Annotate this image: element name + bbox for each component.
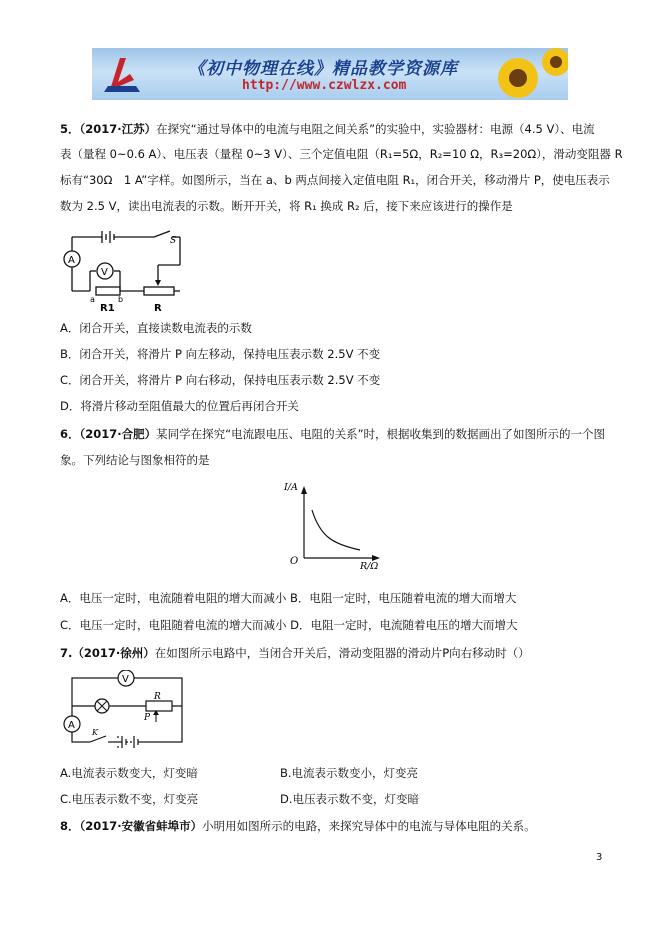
banner-title: 《初中物理在线》精品教学资源库	[188, 59, 458, 79]
q7-ammeter-label: A	[68, 720, 75, 731]
q7-line-1	[60, 645, 530, 661]
q5-option-a[interactable]: A．闭合开关，直接读数电流表的示数	[60, 321, 252, 335]
banner-url[interactable]: http://www.czwlzx.com	[242, 78, 407, 93]
q7-source: （2017·徐州）	[72, 646, 155, 660]
q6-line-1	[60, 426, 605, 442]
q7-number: 7.	[60, 646, 73, 660]
sunflower-icon	[478, 48, 568, 100]
q7-text-1: 在如图所示电路中，当闭合开关后，滑动变阻器的滑动片P向右移动时（）	[154, 646, 530, 660]
q8-text-1: 小明用如图所示的电路，来探究导体中的电流与导体电阻的关系。	[202, 819, 536, 833]
q5-line-4: 数为 2.5 V，读出电流表的示数。断开开关，将 R₁ 换成 R₂ 后，接下来应该进行的操作是	[60, 199, 513, 213]
q7-option-d[interactable]: D.电压表示数不变，灯变暗	[280, 792, 420, 806]
q7-k-label: K	[92, 728, 98, 737]
q7-option-c[interactable]: C.电压表示数不变，灯变亮	[60, 792, 199, 806]
q8-number: 8．	[60, 819, 80, 833]
logo-icon	[100, 52, 144, 96]
slider-arrow-icon	[155, 280, 161, 286]
header-banner	[92, 48, 568, 100]
q5-point-a: a	[90, 295, 95, 304]
q6-number: 6．	[60, 427, 80, 441]
y-axis-arrow-icon	[301, 486, 307, 494]
q6-graph-figure	[280, 478, 390, 570]
q5-r1-label: R1	[100, 303, 115, 313]
q5-circuit-figure	[62, 225, 192, 313]
q7-option-b[interactable]: B.电流表示数变小，灯变亮	[280, 766, 419, 780]
q6-xlabel: R/Ω	[360, 561, 379, 570]
q5-point-b: b	[118, 295, 124, 304]
q7-option-a[interactable]: A.电流表示数变大，灯变暗	[60, 766, 198, 780]
q5-line-2: 表（量程 0~0.6 A）、电压表（量程 0~3 V）、三个定值电阻（R₁=5Ω，R₂=10 Ω，R₃=20Ω），滑动变阻器 R	[60, 147, 623, 161]
q5-option-b[interactable]: B．闭合开关，将滑片 P 向左移动，保持电压表示数 2.5V 不变	[60, 347, 381, 361]
q8-source: （2017·安徽省蚌埠市）	[79, 819, 203, 833]
q7-r-label: R	[154, 692, 161, 702]
q6-options-ab[interactable]: A．电压一定时，电流随着电阻的增大而减小 B．电阻一定时，电压随着电流的增大而增大	[60, 591, 517, 605]
q6-options-cd[interactable]: C．电压一定时，电阻随着电流的增大而减小 D．电阻一定时，电流随着电压的增大而增大	[60, 618, 518, 632]
q5-ammeter-label: A	[68, 255, 75, 266]
q6-text-1: 某同学在探究“电流跟电压、电阻的关系”时，根据收集到的数据画出了如图所示的一个图	[156, 427, 606, 441]
q5-line-3: 标有“30Ω 1 A”字样。如图所示，当在 a、b 两点间接入定值电阻 R₁，闭合开关，移动滑片 P，使电压表示	[60, 173, 610, 187]
q7-circuit-figure	[60, 670, 190, 748]
q6-source: （2017·合肥）	[79, 427, 157, 441]
page-number: 3	[596, 852, 603, 863]
q8-line-1	[60, 818, 536, 834]
q6-line-2: 象。下列结论与图象相符的是	[60, 453, 210, 467]
q5-line-1	[60, 121, 595, 137]
q5-option-d[interactable]: D．将滑片移动至阻值最大的位置后再闭合开关	[60, 399, 299, 413]
q7-p-label: P	[144, 713, 151, 723]
rheostat-icon	[146, 701, 172, 711]
q5-text-1: 在探究“通过导体中的电流与电阻之间关系”的实验中，实验器材：电源（4.5 V）、电流	[156, 122, 595, 136]
q5-number: 5．	[60, 122, 80, 136]
q5-voltmeter-label: V	[101, 267, 108, 278]
q5-r-label: R	[154, 303, 162, 313]
q6-origin-label: O	[290, 556, 299, 567]
q5-option-c[interactable]: C．闭合开关，将滑片 P 向右移动，保持电压表示数 2.5V 不变	[60, 373, 381, 387]
q7-voltmeter-label: V	[122, 674, 129, 685]
q5-source: （2017·江苏）	[79, 122, 157, 136]
q5-switch-label: S	[170, 236, 177, 246]
q6-curve	[312, 510, 360, 550]
q6-ylabel: I/A	[284, 482, 298, 493]
